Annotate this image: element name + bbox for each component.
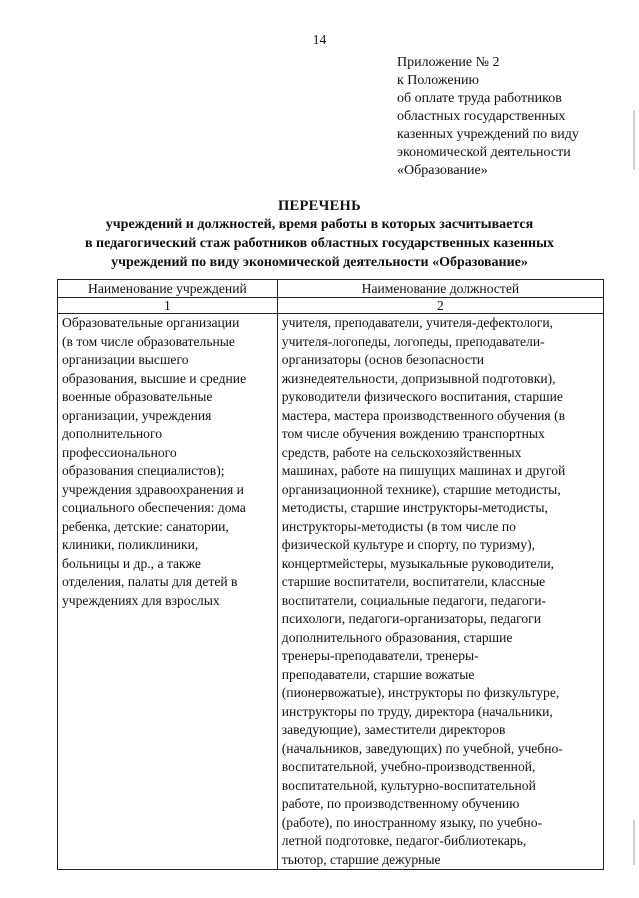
position-line: дополнительного образования, старшие bbox=[281, 629, 513, 645]
positions-cell bbox=[277, 314, 603, 870]
position-line: организационной технике), старшие методисты, bbox=[281, 481, 561, 497]
scan-edge-mark bbox=[633, 110, 635, 170]
institution-line: (в том числе образовательные bbox=[62, 333, 235, 349]
institutions-cell bbox=[58, 314, 278, 870]
institution-line: военные образовательные bbox=[62, 389, 213, 404]
institution-line: учреждения здравоохранения и bbox=[62, 481, 244, 497]
institution-line: образования специалистов); bbox=[62, 463, 225, 478]
position-line: инструкторы по труду, директора (начальники, bbox=[281, 703, 553, 719]
position-line: преподаватели, старшие вожатые bbox=[281, 666, 475, 682]
column-header-positions: Наименование должностей bbox=[277, 280, 603, 298]
title-line: в педагогический стаж работников областных государственных казенных bbox=[84, 236, 555, 251]
scan-edge-mark bbox=[633, 820, 635, 865]
position-line: тренеры-преподаватели, тренеры- bbox=[281, 648, 479, 663]
position-line: (начальников, заведующих) по учебной, учебно- bbox=[281, 740, 563, 756]
page-number: 14 bbox=[312, 32, 327, 47]
table-row bbox=[58, 314, 604, 870]
institution-line: ребенка, детские: санатории, bbox=[62, 518, 229, 534]
institution-line: клиники, поликлиники, bbox=[62, 537, 199, 552]
column-number: 2 bbox=[277, 298, 603, 314]
appendix-header bbox=[397, 54, 632, 180]
position-line: машинах, работе на пишущих машинах и другой bbox=[281, 463, 566, 478]
institution-line: организации, учреждения bbox=[62, 407, 212, 423]
position-line: жизнедеятельности, допризывной подготовки), bbox=[281, 370, 556, 386]
position-line: средств, работе на сельскохозяйственных bbox=[281, 444, 522, 460]
column-number: 1 bbox=[58, 298, 278, 314]
column-number-row bbox=[58, 298, 604, 314]
positions-text bbox=[282, 314, 599, 869]
institutions-text bbox=[62, 314, 273, 610]
institution-line: отделения, палаты для детей в bbox=[62, 574, 238, 589]
position-line: учителя, преподаватели, учителя-дефектологи, bbox=[281, 315, 554, 330]
position-line: воспитатели, социальные педагоги, педагоги- bbox=[281, 592, 547, 608]
appendix-line: к Положению bbox=[397, 73, 480, 88]
appendix-line: «Образование» bbox=[397, 163, 488, 178]
institution-line: образования, высшие и средние bbox=[62, 370, 247, 386]
position-line: тьютор, старшие дежурные bbox=[281, 851, 441, 867]
position-line: (пионервожатые), инструкторы по физкультуре, bbox=[281, 685, 560, 700]
title-line: учреждений по виду экономической деятельности «Образование» bbox=[111, 255, 528, 270]
position-line: методисты, старшие инструкторы-методисты, bbox=[281, 500, 548, 515]
institution-line: учреждениях для взрослых bbox=[62, 592, 220, 608]
position-line: старшие воспитатели, воспитатели, классные bbox=[281, 574, 546, 589]
position-line: физической культуре и спорту, по туризму), bbox=[281, 537, 535, 552]
position-line: мастера, мастера производственного обучения (в bbox=[281, 407, 566, 423]
appendix-line: казенных учреждений по виду bbox=[397, 127, 579, 142]
institution-line: профессионального bbox=[62, 444, 177, 460]
appendix-line: Приложение № 2 bbox=[397, 55, 500, 70]
institution-line: больницы и др., а также bbox=[62, 555, 201, 571]
appendix-line: областных государственных bbox=[397, 109, 566, 124]
title-main: ПЕРЕЧЕНЬ bbox=[277, 198, 362, 214]
position-line: концертмейстеры, музыкальные руководители, bbox=[281, 555, 555, 571]
title-line: учреждений и должностей, время работы в которых засчитывается bbox=[105, 217, 534, 232]
position-line: том числе обучения вождению транспортных bbox=[281, 426, 545, 441]
position-line: учителя-логопеды, логопеды, преподаватели- bbox=[281, 333, 545, 349]
position-line: организаторы (основ безопасности bbox=[281, 352, 485, 367]
appendix-line: экономической деятельности bbox=[397, 145, 571, 160]
position-line: инструкторы-методисты (в том числе по bbox=[281, 518, 516, 534]
position-line: заведующие), заместители директоров bbox=[281, 722, 506, 737]
table-header-row bbox=[58, 280, 604, 298]
institution-line: организации высшего bbox=[62, 352, 189, 367]
document-title bbox=[0, 197, 639, 272]
position-line: руководители физического воспитания, старшие bbox=[281, 389, 563, 404]
column-header-institutions: Наименование учреждений bbox=[58, 280, 278, 298]
institution-line: Образовательные организации bbox=[62, 315, 240, 330]
position-line: воспитательной, культурно-воспитательной bbox=[281, 777, 536, 793]
institution-line: социального обеспечения: дома bbox=[62, 500, 246, 515]
position-line: летной подготовке, педагог-библиотекарь, bbox=[281, 833, 527, 848]
positions-table bbox=[57, 279, 604, 870]
position-line: (работе), по иностранному языку, по учебно- bbox=[281, 814, 543, 830]
position-line: работе, по производственному обучению bbox=[281, 796, 520, 811]
position-line: воспитательной, учебно-производственной, bbox=[281, 759, 536, 774]
appendix-line: об оплате труда работников bbox=[397, 91, 562, 106]
institution-line: дополнительного bbox=[62, 426, 163, 441]
position-line: психологи, педагоги-организаторы, педагоги bbox=[281, 611, 542, 626]
